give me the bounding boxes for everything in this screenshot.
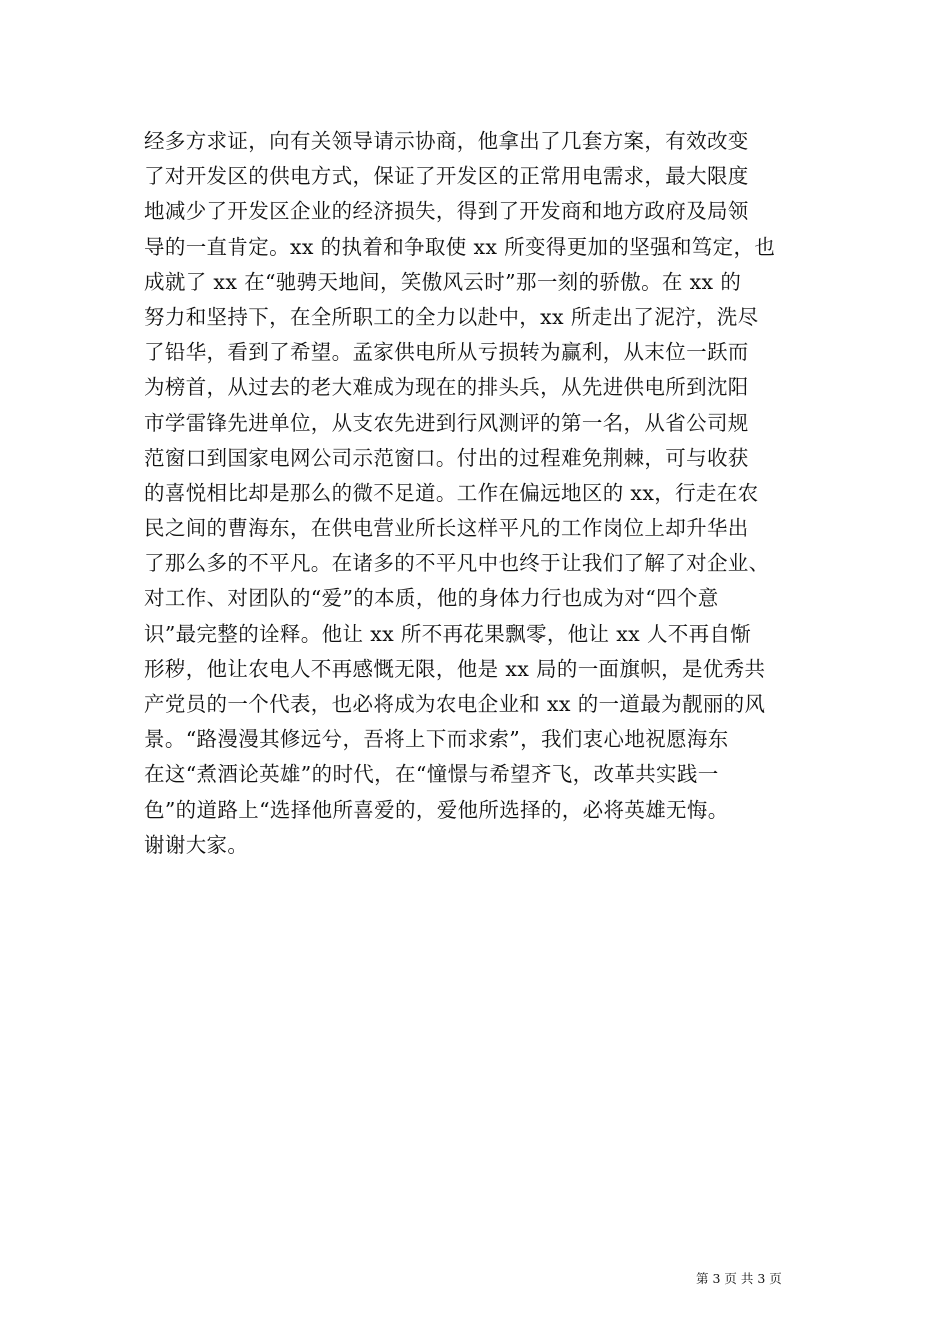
text-line: 了对开发区的供电方式，保证了开发区的正常用电需求，最大限度 (144, 164, 749, 189)
text-line: 识”最完整的诠释。他让 xx 所不再花果飘零，他让 xx 人不再自惭 (144, 621, 752, 646)
text-line: 范窗口到国家电网公司示范窗口。付出的过程难免荆棘，可与收获 (144, 445, 749, 470)
text-line: 导的一直肯定。xx 的执着和争取使 xx 所变得更加的坚强和笃定，也 (144, 234, 776, 259)
text-line: 景。“路漫漫其修远兮，吾将上下而求索”，我们衷心地祝愿海东 (144, 727, 729, 752)
text-line: 市学雷锋先进单位，从支农先进到行风测评的第一名，从省公司规 (144, 410, 749, 435)
text-line: 谢谢大家。 (144, 832, 249, 857)
text-line: 形秽，他让农电人不再感慨无限，他是 xx 局的一面旗帜，是优秀共 (144, 656, 766, 681)
text-line: 对工作、对团队的“爱”的本质，他的身体力行也成为对“四个意 (144, 586, 719, 611)
text-line: 了那么多的不平凡。在诸多的不平凡中也终于让我们了解了对企业、 (144, 551, 770, 576)
text-line: 的喜悦相比却是那么的微不足道。工作在偏远地区的 xx，行走在农 (144, 480, 759, 505)
text-line: 努力和坚持下，在全所职工的全力以赴中，xx 所走出了泥泞，洗尽 (144, 304, 759, 329)
text-line: 成就了 xx 在“驰骋天地间，笑傲风云时”那一刻的骄傲。在 xx 的 (144, 269, 742, 294)
text-line: 民之间的曹海东，在供电营业所长这样平凡的工作岗位上却升华出 (144, 516, 749, 541)
text-line: 色”的道路上“选择他所喜爱的，爱他所选择的，必将英雄无悔。 (144, 797, 729, 822)
text-line: 了铅华，看到了希望。孟家供电所从亏损转为赢利，从末位一跃而 (144, 340, 749, 365)
text-line: 经多方求证，向有关领导请示协商，他拿出了几套方案，有效改变 (144, 129, 749, 153)
text-line: 产党员的一个代表，也必将成为农电企业和 xx 的一道最为靓丽的风 (144, 692, 766, 716)
body-text (144, 124, 844, 863)
page-number-footer: 第 3 页 共 3 页 (696, 1271, 782, 1286)
text-line: 地减少了开发区企业的经济损失，得到了开发商和地方政府及局领 (144, 199, 749, 224)
text-line: 为榜首，从过去的老大难成为现在的排头兵，从先进供电所到沈阳 (144, 375, 749, 400)
text-line: 在这“煮酒论英雄”的时代，在“憧憬与希望齐飞，改革共实践一 (144, 762, 719, 787)
